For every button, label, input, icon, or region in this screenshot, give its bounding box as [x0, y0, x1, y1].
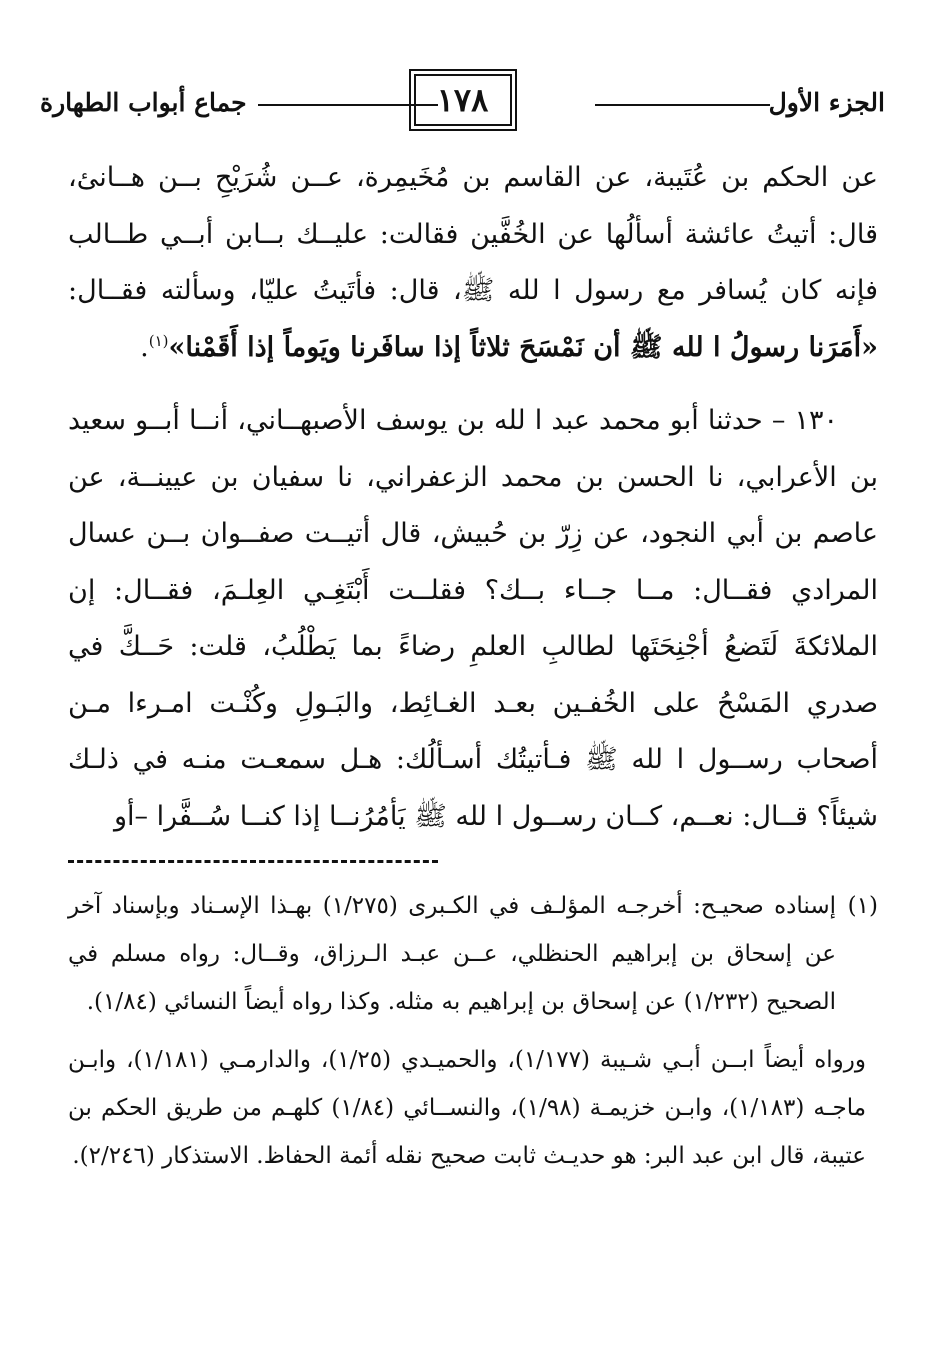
paragraph-1-text: عن الحكم بن عُتَيبة، عن القاسم بن مُخَيمِرة، عــن شُرَيْحِ بــن هــانئ، قال: أتيتُ عائشة أسألُها عن الخُفَّين فقالت: عليــك بــابن أبــي طــالب فإنه كان يُسافر مع رسول ا لله ﷺ، قال: فأتَيتُ عليّا، وسألته فقــال: [68, 162, 878, 306]
footnote-ref-1: (١) [148, 331, 169, 350]
chapter-title: جماع أبواب الطهارة [40, 88, 247, 117]
paragraph-2-text: ١٣٠ – حدثنا أبو محمد عبد ا لله بن يوسف الأصبهــاني، أنــا أبــو سعيد بن الأعرابي، نا الحسن بن محمد الزعفراني، نا سفيان بن عيينــة، عن عاصم بن أبي النجود، عن زِرّ بن حُبيش، قال أتيــت صفــوان بــن عسال المرادي فقــال: مــا جــاء بــك؟ فقلــت أَبْتَغِـي العِلـمَ، فقــال: إن الملائكةَ لَتَضعُ أجْنِحَتَها لطالبِ العلمِ رضاءً بما يَطْلُبُ، قلت: حَــكَّ في صدري المَسْحُ على الخُفـين بعـد الغـائِط، والبَـولِ وكُنْـت امـرءا مـن أصحاب رســول ا لله ﷺ فـأتيتُك أسـألُك: هـل سمعـت منـه في ذلـك شيئاً؟ قــال: نعــم، كــان رســول ا لله ﷺ يَأمُرُنــا إذا كنــا سُــفَّرا –أو [68, 405, 878, 832]
volume-title: الجزء الأول [768, 88, 885, 117]
footnote-1-text: إسناده صحيـح: أخرجـه المؤلـف في الكـبرى (١/٢٧٥) بهـذا الإسـناد وبإسناد آخر عن إسحاق بن إبراهيم الحنظلي، عــن عبـد الـرزاق، وقــال: رواه مسلم في الصحيح (١/٢٣٢) عن إسحاق بن إبراهيم به مثله. وكذا رواه أيضاً النسائي (١/٨٤). [68, 893, 837, 1015]
footnote-2-text: ورواه أيضاً ابــن أبـي شـيبة (١/١٧٧)، والحميـدي (١/٢٥)، والدارمـي (١/١٨١)، وابـن ماجـه (١/١٨٣)، وابـن خزيمـة (١/٩٨)، والنســائي (١/٨٤) كلهـم من طريق الحكم بن عتيبة، قال ابن عبد البر: هو حديـث ثابت صحيح نقله أئمة الحفاظ. الاستذكار (٢/٢٤٦). [68, 1047, 867, 1169]
page-header [40, 70, 885, 134]
header-rule-right [595, 104, 770, 106]
footnote-separator [68, 860, 438, 863]
paragraph-1-end: . [140, 331, 149, 363]
footnote-1-continued [68, 1036, 878, 1180]
header-rule-left [258, 104, 438, 106]
main-text [68, 150, 878, 845]
paragraph-1 [68, 150, 878, 376]
page-number: ١٧٨ [414, 74, 512, 126]
footnote-1 [68, 882, 878, 1026]
paragraph-2 [68, 393, 878, 845]
hadith-quote: «أَمَرَنا رسولُ ا لله ﷺ أن نَمْسَحَ ثلاثاً إذا سافَرنا ويَوماً إذا أَقَمْنا» [168, 331, 878, 363]
footnote-1-number: (١) [847, 893, 878, 919]
footnotes [68, 882, 878, 1180]
